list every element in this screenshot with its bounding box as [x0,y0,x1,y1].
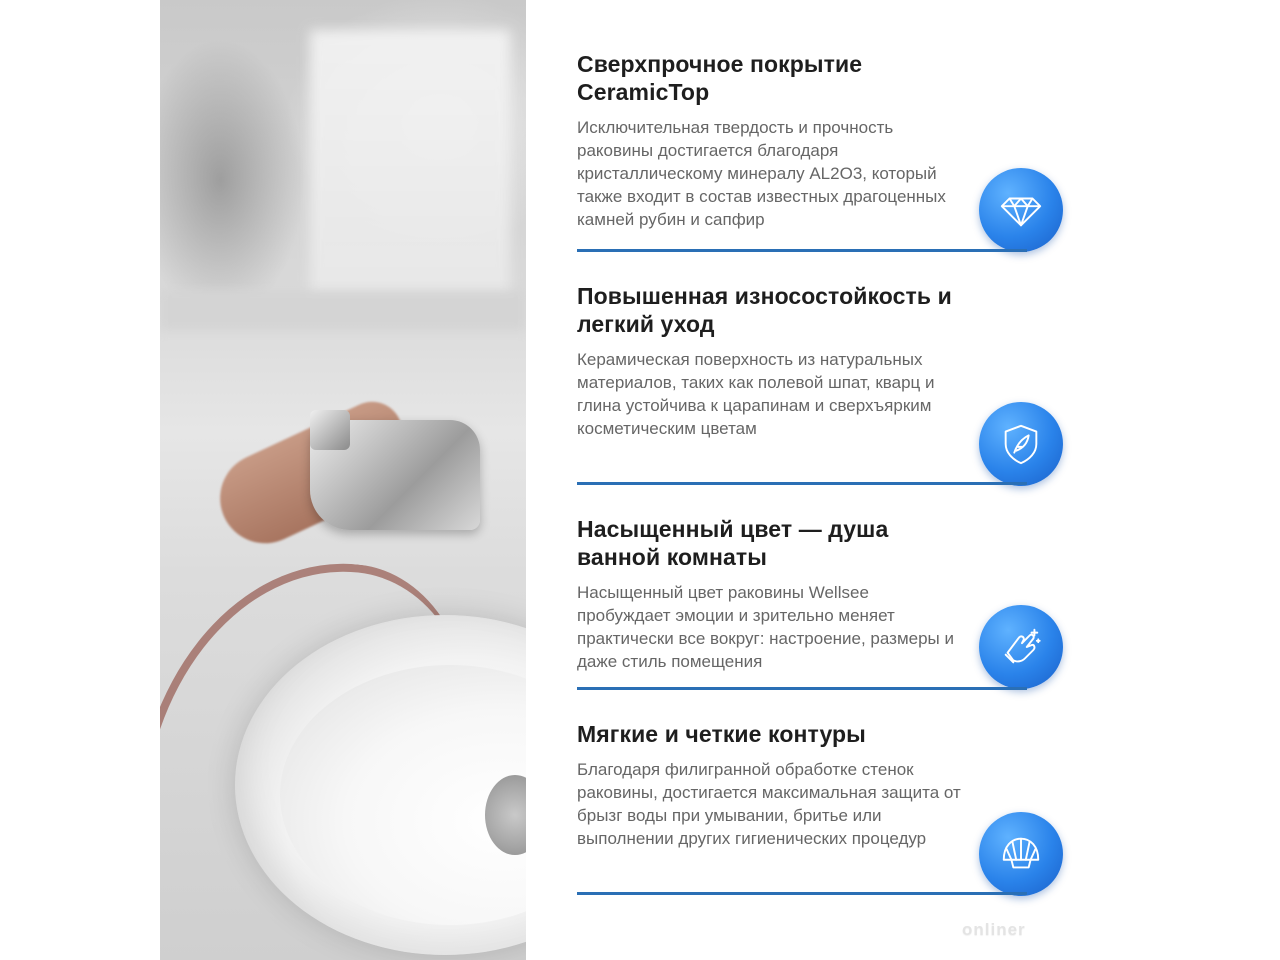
feature-divider [577,892,1027,895]
photo-background-window [310,30,510,310]
product-photo [160,0,526,960]
watermark: onliner [962,920,1026,939]
feature-divider [577,249,1027,252]
feature-title: Повышенная износостойкость и легкий уход [577,283,952,337]
photo-background-shelf [160,290,526,330]
feature-description: Исключительная твердость и прочность раковины достигается благодаря кристаллическому минералу AL2O3, который также входит в состав известных драгоценных камней рубин и сапфир [577,118,946,229]
feature-divider [577,482,1027,485]
feature-item [577,50,1097,231]
seashell-icon [979,812,1063,896]
feature-title: Сверхпрочное покрытие CeramicTop [577,51,863,105]
feature-divider [577,687,1027,690]
feature-item [577,515,1097,673]
feature-title: Мягкие и четкие контуры [577,721,866,747]
feature-item [577,282,1097,440]
diamond-icon [979,168,1063,252]
feature-item [577,720,1097,850]
feature-description: Керамическая поверхность из натуральных материалов, таких как полевой шпат, кварц и глина устойчива к царапинам и сверхъярким косметическим цветам [577,350,935,438]
feature-list [577,0,1097,960]
feature-description: Благодаря филигранной обработке стенок раковины, достигается максимальная защита от брызг воды при умывании, бритье или выполнении других гигиенических процедур [577,760,961,848]
cleaning-glove-icon [979,605,1063,689]
feature-description: Насыщенный цвет раковины Wellsee пробуждает эмоции и зрительно меняет практически все вокруг: настроение, размеры и даже стиль помещения [577,583,954,671]
feature-title: Насыщенный цвет — душа ванной комнаты [577,516,889,570]
shield-feather-icon [979,402,1063,486]
photo-spray-gun-cap [310,410,350,450]
